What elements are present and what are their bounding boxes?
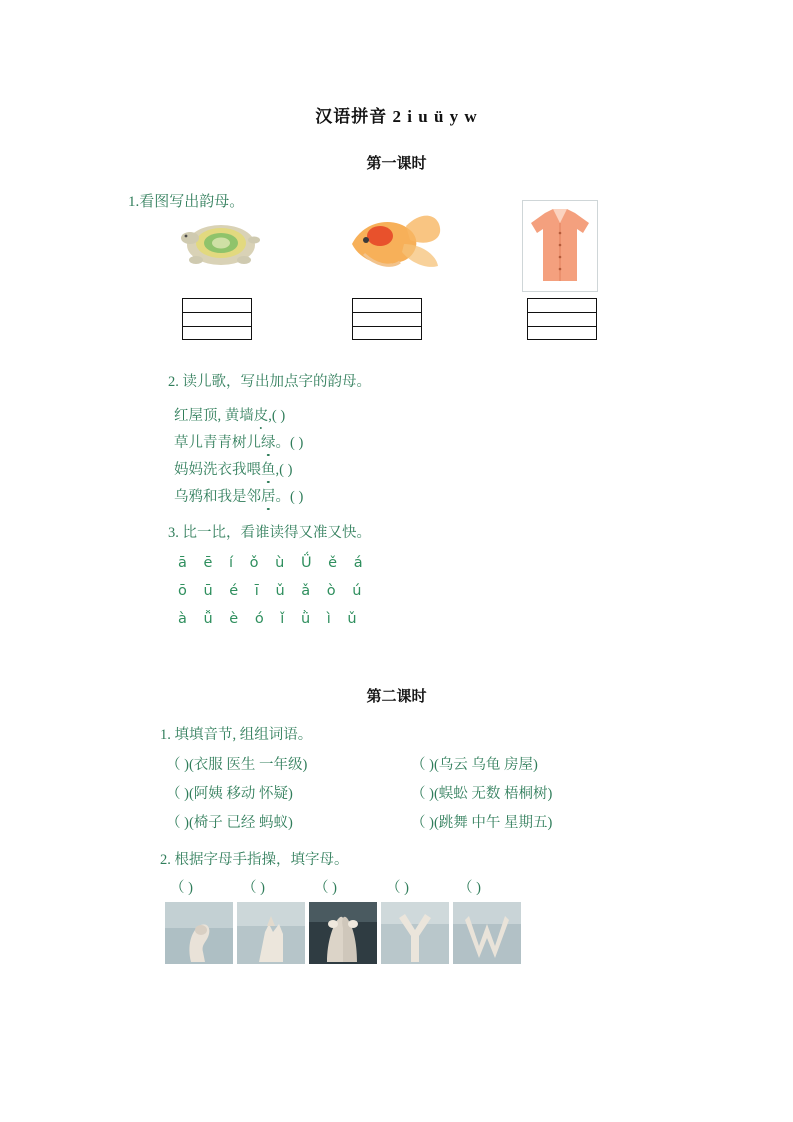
poem-line-2: [174, 431, 303, 452]
answer-blank-row: [0, 876, 793, 896]
hand-photo-4: [381, 902, 449, 964]
page-title: 汉语拼音 2 i u ü y w: [315, 107, 478, 126]
question-2-2: 2. 根据字母手指操，填字母。: [160, 852, 349, 868]
hand-photo-1: [165, 902, 233, 964]
answer-blank-3[interactable]: （ ): [314, 880, 337, 896]
word-row-1-left: （ )(衣服 医生 一年级): [166, 757, 308, 773]
hand-photo-5: [453, 902, 521, 964]
lesson2-heading: 第二课时: [366, 689, 427, 705]
lesson1-heading: 第一课时: [366, 156, 427, 172]
answer-blank-2[interactable]: （ ): [242, 880, 265, 896]
poem-line-1: [174, 404, 285, 425]
hand-photo-row: [0, 902, 793, 964]
word-row-3-right: （ )(跳舞 中午 星期五): [411, 815, 553, 831]
poem-line-4: [174, 485, 303, 506]
poem-line-4-dotted-char: 居: [261, 485, 276, 506]
poem-line-3-pre: 妈妈洗衣我喂: [174, 462, 261, 478]
word-row-2-right: （ )(蜈蚣 无数 梧桐树): [411, 786, 553, 802]
question-1-1: 1.看图写出韵母。: [128, 194, 245, 210]
poem-line-3: [174, 458, 292, 479]
question-2-1: 1. 填填音节, 组组词语。: [160, 727, 313, 743]
answer-blank-4[interactable]: （ ): [386, 880, 409, 896]
writing-grid-3[interactable]: [527, 298, 597, 340]
poem-line-3-dotted-char: 鱼: [261, 458, 276, 479]
poem-line-3-post: ,( ): [275, 462, 293, 478]
writing-grid-1[interactable]: [182, 298, 252, 340]
writing-grid-2[interactable]: [352, 298, 422, 340]
clothes-image: [522, 200, 598, 292]
poem-line-1-pre: 红屋顶, 黄墙: [174, 408, 254, 424]
poem-line-2-dotted-char: 绿: [261, 431, 276, 452]
poem-line-2-post: 。( ): [275, 435, 304, 451]
pinyin-row-2: ō ū é ī ǔ ǎ ò ú: [178, 583, 368, 599]
picture-row: [0, 200, 793, 300]
poem-line-4-pre: 乌鸦和我是邻: [174, 489, 261, 505]
poem-line-4-post: 。( ): [275, 489, 304, 505]
hand-photo-3: [309, 902, 377, 964]
word-row-1-right: （ )(乌云 乌龟 房屋): [411, 757, 538, 773]
answer-blank-5[interactable]: （ ): [458, 880, 481, 896]
poem-line-1-post: ,( ): [268, 408, 286, 424]
word-row-2-left: （ )(阿姨 移动 怀疑): [166, 786, 293, 802]
question-1-2: 2. 读儿歌，写出加点字的韵母。: [168, 374, 371, 390]
word-row-3-left: （ )(椅子 已经 蚂蚁): [166, 815, 293, 831]
turtle-image: [174, 200, 268, 278]
poem-line-1-dotted-char: 皮: [254, 404, 269, 425]
hand-photo-2: [237, 902, 305, 964]
pinyin-row-1: ā ē í ǒ ù Ǘ ě á: [178, 555, 369, 571]
question-1-3: 3. 比一比，看谁读得又准又快。: [168, 525, 371, 541]
answer-blank-1[interactable]: （ ): [170, 880, 193, 896]
poem-line-2-pre: 草儿青青树儿: [174, 435, 261, 451]
goldfish-image: [344, 200, 444, 278]
pinyin-row-3: à ǚ è ó ǐ ǜ ì ǔ: [178, 611, 363, 627]
